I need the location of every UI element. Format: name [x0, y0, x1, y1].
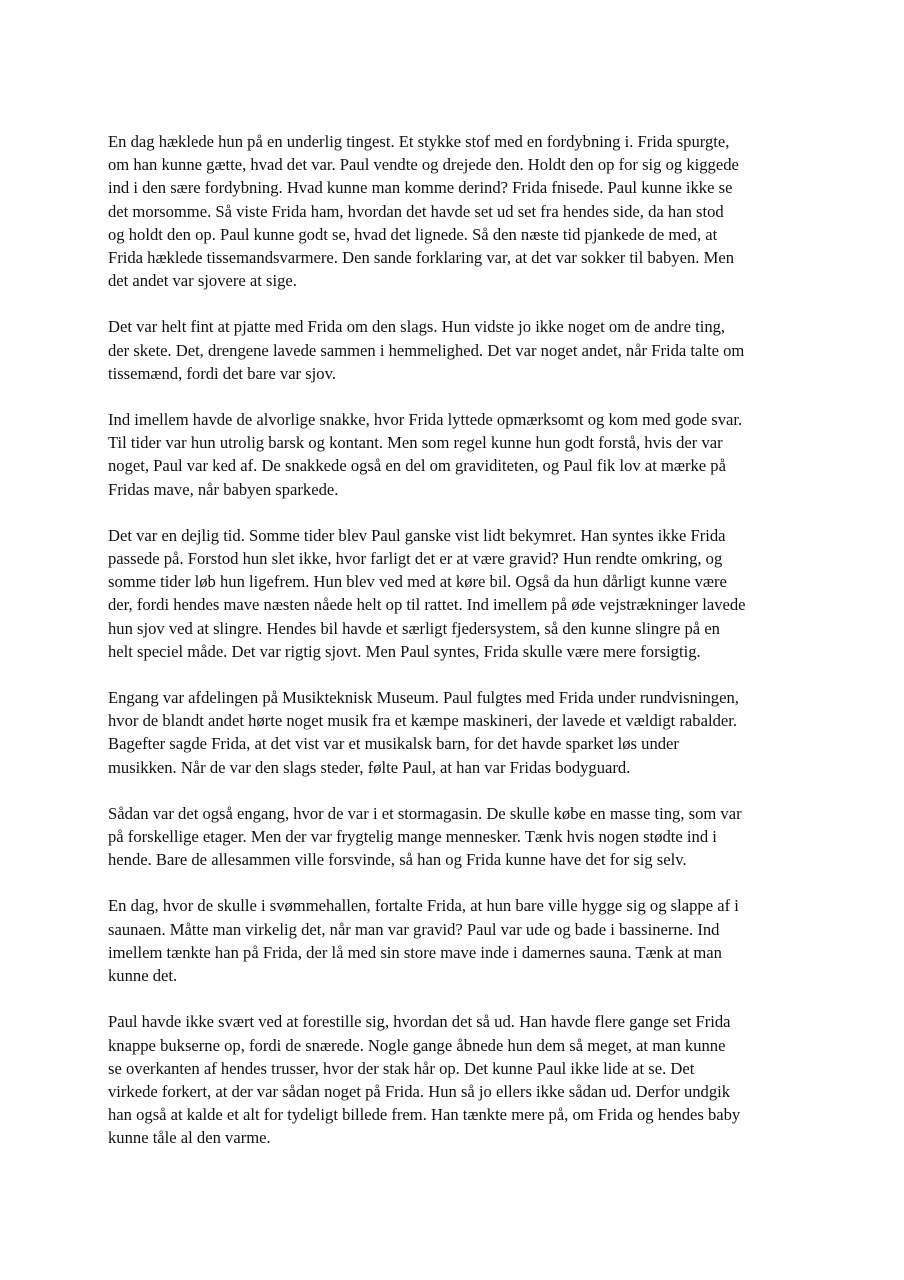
paragraph-2: [108, 315, 808, 385]
paragraph-line: det andet var sjovere at sige.: [108, 271, 297, 291]
paragraph-line: virkede forkert, at der var sådan noget på Frida. Hun så jo ellers ikke sådan ud. Derfor undgik: [108, 1081, 731, 1101]
paragraph-line: saunaen. Måtte man virkelig det, når man var gravid? Paul var ude og bade i bassinerne. Ind: [108, 919, 720, 939]
paragraph-line: Til tider var hun utrolig barsk og kontant. Men som regel kunne hun godt forstå, hvis der var: [108, 433, 723, 453]
paragraph-line: Sådan var det også engang, hvor de var i et stormagasin. De skulle købe en masse ting, som var: [108, 803, 742, 823]
paragraph-line: Frida hæklede tissemandsvarmere. Den sande forklaring var, at det var sokker til babyen. Men: [108, 248, 735, 268]
paragraph-line: musikken. Når de var den slags steder, følte Paul, at han var Fridas bodyguard.: [108, 757, 631, 777]
paragraph-line: Fridas mave, når babyen sparkede.: [108, 479, 339, 499]
paragraph-8: [108, 1010, 808, 1149]
paragraph-line: noget, Paul var ked af. De snakkede også en del om graviditeten, og Paul fik lov at mærke på: [108, 456, 726, 476]
paragraph-line: kunne det.: [108, 966, 178, 986]
paragraph-line: knappe bukserne op, fordi de snærede. Nogle gange åbnede hun dem så meget, at man kunne: [108, 1035, 726, 1055]
paragraph-line: Paul havde ikke svært ved at forestille sig, hvordan det så ud. Han havde flere gange set Frida: [108, 1012, 731, 1032]
paragraph-line: om han kunne gætte, hvad det var. Paul vendte og drejede den. Holdt den op for sig og kiggede: [108, 155, 739, 175]
paragraph-line: passede på. Forstod hun slet ikke, hvor farligt det er at være gravid? Hun rendte omkring, og: [108, 549, 723, 569]
paragraph-line: imellem tænkte han på Frida, der lå med sin store mave inde i damernes sauna. Tænk at man: [108, 942, 722, 962]
paragraph-line: Bagefter sagde Frida, at det vist var et musikalsk barn, for det havde sparket løs under: [108, 734, 679, 754]
paragraph-line: tissemænd, fordi det bare var sjov.: [108, 363, 336, 383]
paragraph-3: [108, 408, 808, 501]
paragraph-line: Det var helt fint at pjatte med Frida om den slags. Hun vidste jo ikke noget om de andre ting,: [108, 317, 726, 337]
paragraph-line: der, fordi hendes mave næsten nåede helt op til rattet. Ind imellem på øde vejstrækninger lavede: [108, 595, 746, 615]
paragraph-line: helt speciel måde. Det var rigtig sjovt. Men Paul syntes, Frida skulle være mere forsigtig.: [108, 641, 701, 661]
paragraph-line: der skete. Det, drengene lavede sammen i hemmelighed. Det var noget andet, når Frida talte om: [108, 340, 745, 360]
paragraph-line: på forskellige etager. Men der var frygtelig mange mennesker. Tænk hvis nogen stødte ind i: [108, 827, 717, 847]
paragraph-line: hvor de blandt andet hørte noget musik fra et kæmpe maskineri, der lavede et vældigt rabalder.: [108, 711, 737, 731]
document-body: [108, 130, 808, 1173]
paragraph-line: Engang var afdelingen på Musikteknisk Museum. Paul fulgtes med Frida under rundvisningen,: [108, 688, 739, 708]
paragraph-line: hende. Bare de allesammen ville forsvinde, så han og Frida kunne have det for sig selv.: [108, 850, 687, 870]
paragraph-line: og holdt den op. Paul kunne godt se, hvad det lignede. Så den næste tid pjankede de med, at: [108, 224, 718, 244]
paragraph-line: Det var en dejlig tid. Somme tider blev Paul ganske vist lidt bekymret. Han syntes ikke Frida: [108, 525, 726, 545]
paragraph-4: [108, 524, 808, 663]
paragraph-line: hun sjov ved at slingre. Hendes bil havde et særligt fjedersystem, så den kunne slingre på en: [108, 618, 720, 638]
paragraph-line: En dag, hvor de skulle i svømmehallen, fortalte Frida, at hun bare ville hygge sig og slappe af i: [108, 896, 739, 916]
paragraph-5: [108, 686, 808, 779]
paragraph-line: Ind imellem havde de alvorlige snakke, hvor Frida lyttede opmærksomt og kom med gode svar.: [108, 410, 743, 430]
paragraph-line: han også at kalde et alt for tydeligt billede frem. Han tænkte mere på, om Frida og hendes baby: [108, 1105, 741, 1125]
paragraph-line: En dag hæklede hun på en underlig tingest. Et stykke stof med en fordybning i. Frida spurgte,: [108, 132, 730, 151]
paragraph-line: se overkanten af hendes trusser, hvor der stak hår op. Det kunne Paul ikke lide at se. Det: [108, 1058, 695, 1078]
paragraph-line: ind i den sære fordybning. Hvad kunne man komme derind? Frida fnisede. Paul kunne ikke se: [108, 178, 733, 198]
paragraph-7: [108, 894, 808, 987]
paragraph-line: somme tider løb hun ligefrem. Hun blev ved med at køre bil. Også da hun dårligt kunne være: [108, 572, 727, 592]
paragraph-line: kunne tåle al den varme.: [108, 1128, 271, 1148]
paragraph-1: [108, 130, 808, 292]
paragraph-line: det morsomme. Så viste Frida ham, hvordan det havde set ud set fra hendes side, da han stod: [108, 201, 724, 221]
paragraph-6: [108, 802, 808, 872]
